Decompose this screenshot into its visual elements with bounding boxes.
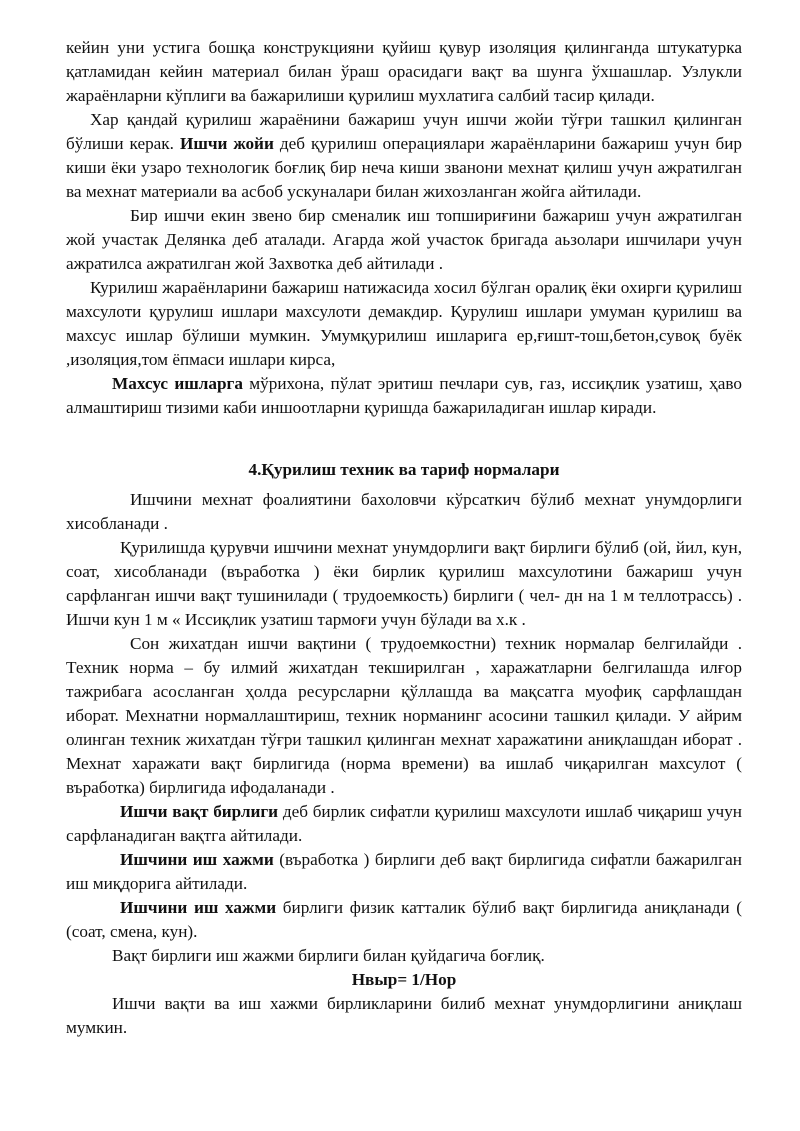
paragraph-work-volume-unit [66,896,742,944]
paragraph-text: мўрихона, пўлат эритиш печлари сув, газ, иссиқлик узатиш, ҳаво алмаштириш тизими каби иншоотларни қуришда бажариладиган ишлар киради. [66,374,742,417]
formula: Нвыр= 1/Нор [351,970,457,989]
paragraph-text: бирлиги физик катталик бўлиб вақт бирлигида аниқланади ( (соат, смена, кун). [66,898,743,941]
paragraph-labour-units: Қурилишда қурувчи ишчини мехнат унумдорлиги вақт бирлиги бўлиб (ой, йил, кун, соат, хисобланади (въработка ) ёки бирлик қурилиш махсулотини бажариш учун сарфланган ишчи вақт тушинилади ( трудоемкость) бирлиги ( чел- дн на 1 м теллотрассь) . Ишчи кун 1 м « Иссиқлик узатиш тармоғи учун бўлади ва х.к . [66,538,742,629]
paragraph-construction-product: Курилиш жараёнларини бажариш натижасида хосил бўлган оралиқ ёки охирги қурилиш махсулоти қурулиш ишлари махсулоти демакдир. Қурулиш ишлари умуман қурилиш ва махсус ишлар бўлиши мумкин. Умумқурилиш ишларига ер,ғишт-тош,бетон,сувоқ буёк ,изоляция,том ёпмаси ишлари кирса, [66,278,742,369]
paragraph-workplace [66,108,742,204]
paragraph-conclusion: Ишчи вақти ва иш хажми бирликларини билиб мехнат унумдорлигини аниқлаш мумкин. [66,994,742,1037]
paragraph-section-plot: Бир ишчи екин звено бир сменалик иш топшириғини бажариш учун ажратилган жой участак Делянка деб аталади. Агарда жой участок бригада аьзолари ишчилари учун ажратилса ажратилган жой Захвотка деб айтилади . [66,206,742,273]
paragraph-text: деб бирлик сифатли қурилиш махсулоти ишлаб чиқариш учун сарфланадиган вақтга айтилади. [66,802,742,845]
paragraph-text: Хар қандай қурилиш жараёнини бажариш учун ишчи жойи тўғри ташкил қилинган бўлиши керак. [66,110,742,153]
term-work-volume-2: Ишчини иш хажми [120,898,277,917]
paragraph-special-works [66,372,742,420]
section-heading: 4.Қурилиш техник ва тариф нормалари [248,460,560,479]
paragraph-time-unit [66,800,742,848]
term-workplace: Ишчи жойи [179,134,274,153]
term-special-works: Махсус ишларга [112,374,243,393]
paragraph-text: (въработка ) бирлиги деб вақт бирлигида сифатли бажарилган иш миқдорига айтилади. [66,850,742,893]
paragraph-text: деб қурилиш операциялари жараёнларини бажариш учун бир киши ёки узаро технологик боғлиқ бир неча киши званони мехнат қилиш учун ажратилган ва мехнат материали ва асбоб ускуналари билан жихозланган жойга айтилади. [66,134,742,201]
term-time-unit: Ишчи вақт бирлиги [120,802,279,821]
paragraph-relation: Вақт бирлиги иш жажми бирлиги билан қуйдагича боғлиқ. [112,946,545,965]
paragraph-intro: кейин уни устига бошқа конструкцияни қуйиш қувур изоляция қилинганда штукатурка қатламидан кейин материал билан ўраш орасидаги вақт ва шунга ўхшашлар. Узлукли жараёнларни кўплиги ва бажарилиши қурилиш мухлатига салбий тасир қилади. [66,38,742,105]
paragraph-productivity: Ишчини мехнат фоалиятини бахоловчи кўрсаткич бўлиб мехнат унумдорлиги хисобланади . [66,490,742,533]
term-work-volume: Ишчини иш хажми [120,850,274,869]
paragraph-technical-norms: Сон жихатдан ишчи вақтини ( трудоемкостни) техник нормалар белгилайди . Техник норма – бу илмий жихатдан текширилган , харажатларни белгилашда илғор тажрибага асосланган ҳолда ресурсларни қўллашда ва мақсатга муофиқ сарфлашдан иборат. Мехнатни нормаллаштириш, техник норманинг асосини ташкил қилади. У айрим олинган техник жихатдан тўғри ташкил қилинган мехнат харажатини аниқлашдан иборат . Мехнат харажати вақт бирлигида (норма времени) ва ишлаб чиқарилган махсулот ( въработка) бирлигида ифодаланади . [66,634,742,797]
paragraph-work-volume [66,848,742,896]
